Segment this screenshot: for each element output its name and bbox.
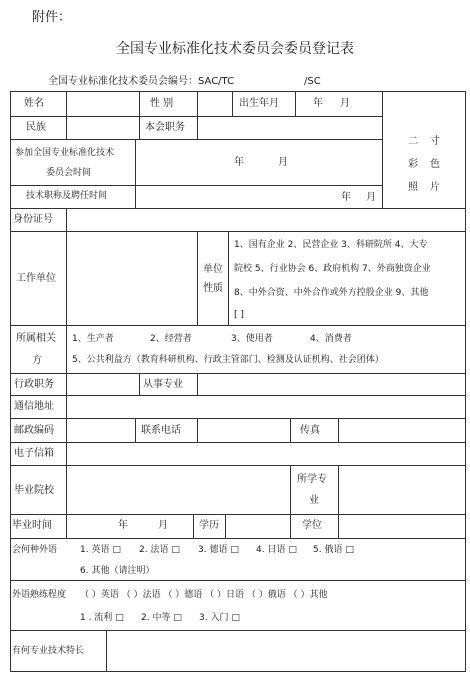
checkbox-icon[interactable]: □ [112,545,121,555]
unit-nature-label-line1: 单位 [203,264,223,275]
lang-option-english-text: 1. 英语 [80,545,110,555]
photo-label-1: 二 [408,136,418,147]
join-time-label-line1: 参加全国专业标准化技术 [15,148,115,158]
lang-option-french-text: 2. 法语 [139,545,169,555]
affiliation-option-consumer[interactable]: 4、消费者 [310,334,352,344]
birth-month-unit: 月 [340,98,350,109]
join-year-unit: 年 [234,157,244,168]
title-month-unit: 月 [366,192,376,203]
specialty-field[interactable] [199,376,463,394]
gender-label: 性 别 [150,98,174,109]
address-label: 通信地址 [14,401,54,412]
major-label-line2: 业 [309,495,319,506]
checkbox-icon[interactable]: □ [231,613,240,623]
join-year-field[interactable] [200,153,232,171]
unit-nature-option-line3: 8、中外合资、中外合作或外方控股企业 9、其他 [234,288,429,298]
id-number-field[interactable] [68,211,462,229]
title-time-field[interactable] [138,188,338,206]
languages-label: 会何种外语 [12,545,58,555]
school-field[interactable] [68,468,288,512]
unit-nature-choice-field[interactable] [242,308,264,322]
affiliation-label-line1: 所属相关 [16,333,56,344]
checkbox-icon[interactable]: □ [230,545,239,555]
photo-label-4: 色 [430,159,440,170]
grad-month-field[interactable] [132,517,156,536]
committee-code-label: 全国专业标准化技术委员会编号：SAC/TC [48,76,235,87]
birth-year-unit: 年 [313,98,323,109]
birth-year-field[interactable] [296,94,312,114]
proficiency-label: 外语熟练程度 [12,590,67,600]
school-label: 毕业院校 [14,485,54,496]
major-field[interactable] [340,468,463,512]
attachment-label: 附件： [32,10,72,25]
lang-option-german-text: 3. 德语 [198,545,228,555]
ethnicity-label: 民族 [26,122,46,133]
postcode-label: 邮政编码 [14,425,54,436]
postcode-field[interactable] [68,421,134,440]
lang-option-other[interactable]: 6. 其他（请注明） [80,566,155,576]
photo-label-2: 寸 [430,136,440,147]
unit-nature-label-line2: 性质 [203,283,223,294]
grad-year-unit: 年 [118,520,128,531]
grad-month-unit: 月 [158,520,168,531]
address-field[interactable] [68,398,462,416]
checkbox-icon[interactable]: □ [173,613,182,623]
photo-label-6: 片 [430,182,440,193]
unit-nature-bracket: [ ] [234,310,244,320]
proficiency-level-medium[interactable] [141,613,182,624]
phone-field[interactable] [199,421,289,440]
expertise-label: 有何专业技术特长 [12,646,85,656]
email-label: 电子信箱 [14,448,54,459]
name-field[interactable] [68,94,138,114]
tc-position-label: 本会职务 [145,122,185,133]
proficiency-level-beginner[interactable] [199,613,240,624]
admin-post-field[interactable] [68,376,138,394]
lang-option-english[interactable] [80,545,121,556]
lang-option-japanese[interactable] [256,545,297,556]
checkbox-icon[interactable]: □ [345,545,354,555]
affiliation-option-user[interactable]: 3、使用者 [231,334,273,344]
major-label-line1: 所学专 [297,474,327,485]
birth-label: 出生年月 [239,98,279,109]
form-title: 全国专业标准化技术委员会委员登记表 [116,41,354,57]
admin-post-label: 行政职务 [14,379,54,390]
lang-option-russian[interactable] [313,545,354,556]
photo-label-3: 彩 [408,159,418,170]
name-label: 姓名 [24,98,44,109]
proficiency-level-beginner-text: 3. 入门 [199,613,229,623]
lang-option-french[interactable] [139,545,180,556]
tc-number-field[interactable] [272,74,302,88]
checkbox-icon[interactable]: □ [171,545,180,555]
id-number-label: 身份证号 [13,214,53,225]
affiliation-label-line2: 方 [32,355,42,366]
proficiency-level-fluent[interactable] [80,613,124,624]
affiliation-option-producer[interactable]: 1、生产者 [72,334,114,344]
proficiency-level-medium-text: 2. 中等 [141,613,171,623]
join-time-label-line2: 委员会时间 [46,168,92,178]
grad-time-label: 毕业时间 [12,520,52,531]
lang-option-german[interactable] [198,545,239,556]
gender-field[interactable] [199,94,231,114]
title-time-label: 技术职称及聘任时间 [26,191,108,201]
fax-field[interactable] [340,421,463,440]
proficiency-level-fluent-text: 1 . 流利 [80,613,113,623]
specialty-label: 从事专业 [143,379,183,390]
unit-nature-option-line1: 1、国有企业 2、民营企业 3、科研院所 4、大专 [234,240,428,250]
affiliation-option-operator[interactable]: 2、经营者 [150,334,192,344]
lang-option-russian-text: 5. 俄语 [313,545,343,555]
lang-option-japanese-text: 4. 日语 [256,545,286,555]
unit-nature-option-line2: 院校 5、行业协会 6、政府机构 7、外商独资企业 [234,264,431,274]
grad-year-field[interactable] [70,517,116,536]
email-field[interactable] [68,445,462,463]
birth-month-field[interactable] [324,94,340,114]
checkbox-icon[interactable]: □ [115,613,124,623]
ethnicity-field[interactable] [68,118,138,138]
education-field[interactable] [227,517,289,536]
sc-number-field[interactable] [323,74,353,88]
education-label: 学历 [199,520,219,531]
proficiency-language-brackets[interactable]: （ ）英语 （ ）法语 （ ）德语 （ ）日语 （ ）俄语 （ ）其他 [80,590,328,600]
degree-field[interactable] [340,517,463,536]
affiliation-option-public-interest[interactable]: 5、公共利益方（教育科研机构、行政主管部门、检测及认证机构、社会团体） [72,355,384,365]
degree-label: 学位 [302,520,322,531]
checkbox-icon[interactable]: □ [288,545,297,555]
join-month-field[interactable] [248,153,276,171]
phone-label: 联系电话 [141,425,181,436]
title-year-unit: 年 [341,192,351,203]
expertise-field[interactable] [108,633,463,669]
work-unit-label: 工作单位 [16,273,56,284]
tc-position-field[interactable] [199,118,381,138]
committee-code-suffix: /SC [304,76,321,87]
fax-label: 传真 [300,425,320,436]
work-unit-field[interactable] [68,234,195,322]
join-month-unit: 月 [278,157,288,168]
photo-label-5: 照 [408,182,418,193]
